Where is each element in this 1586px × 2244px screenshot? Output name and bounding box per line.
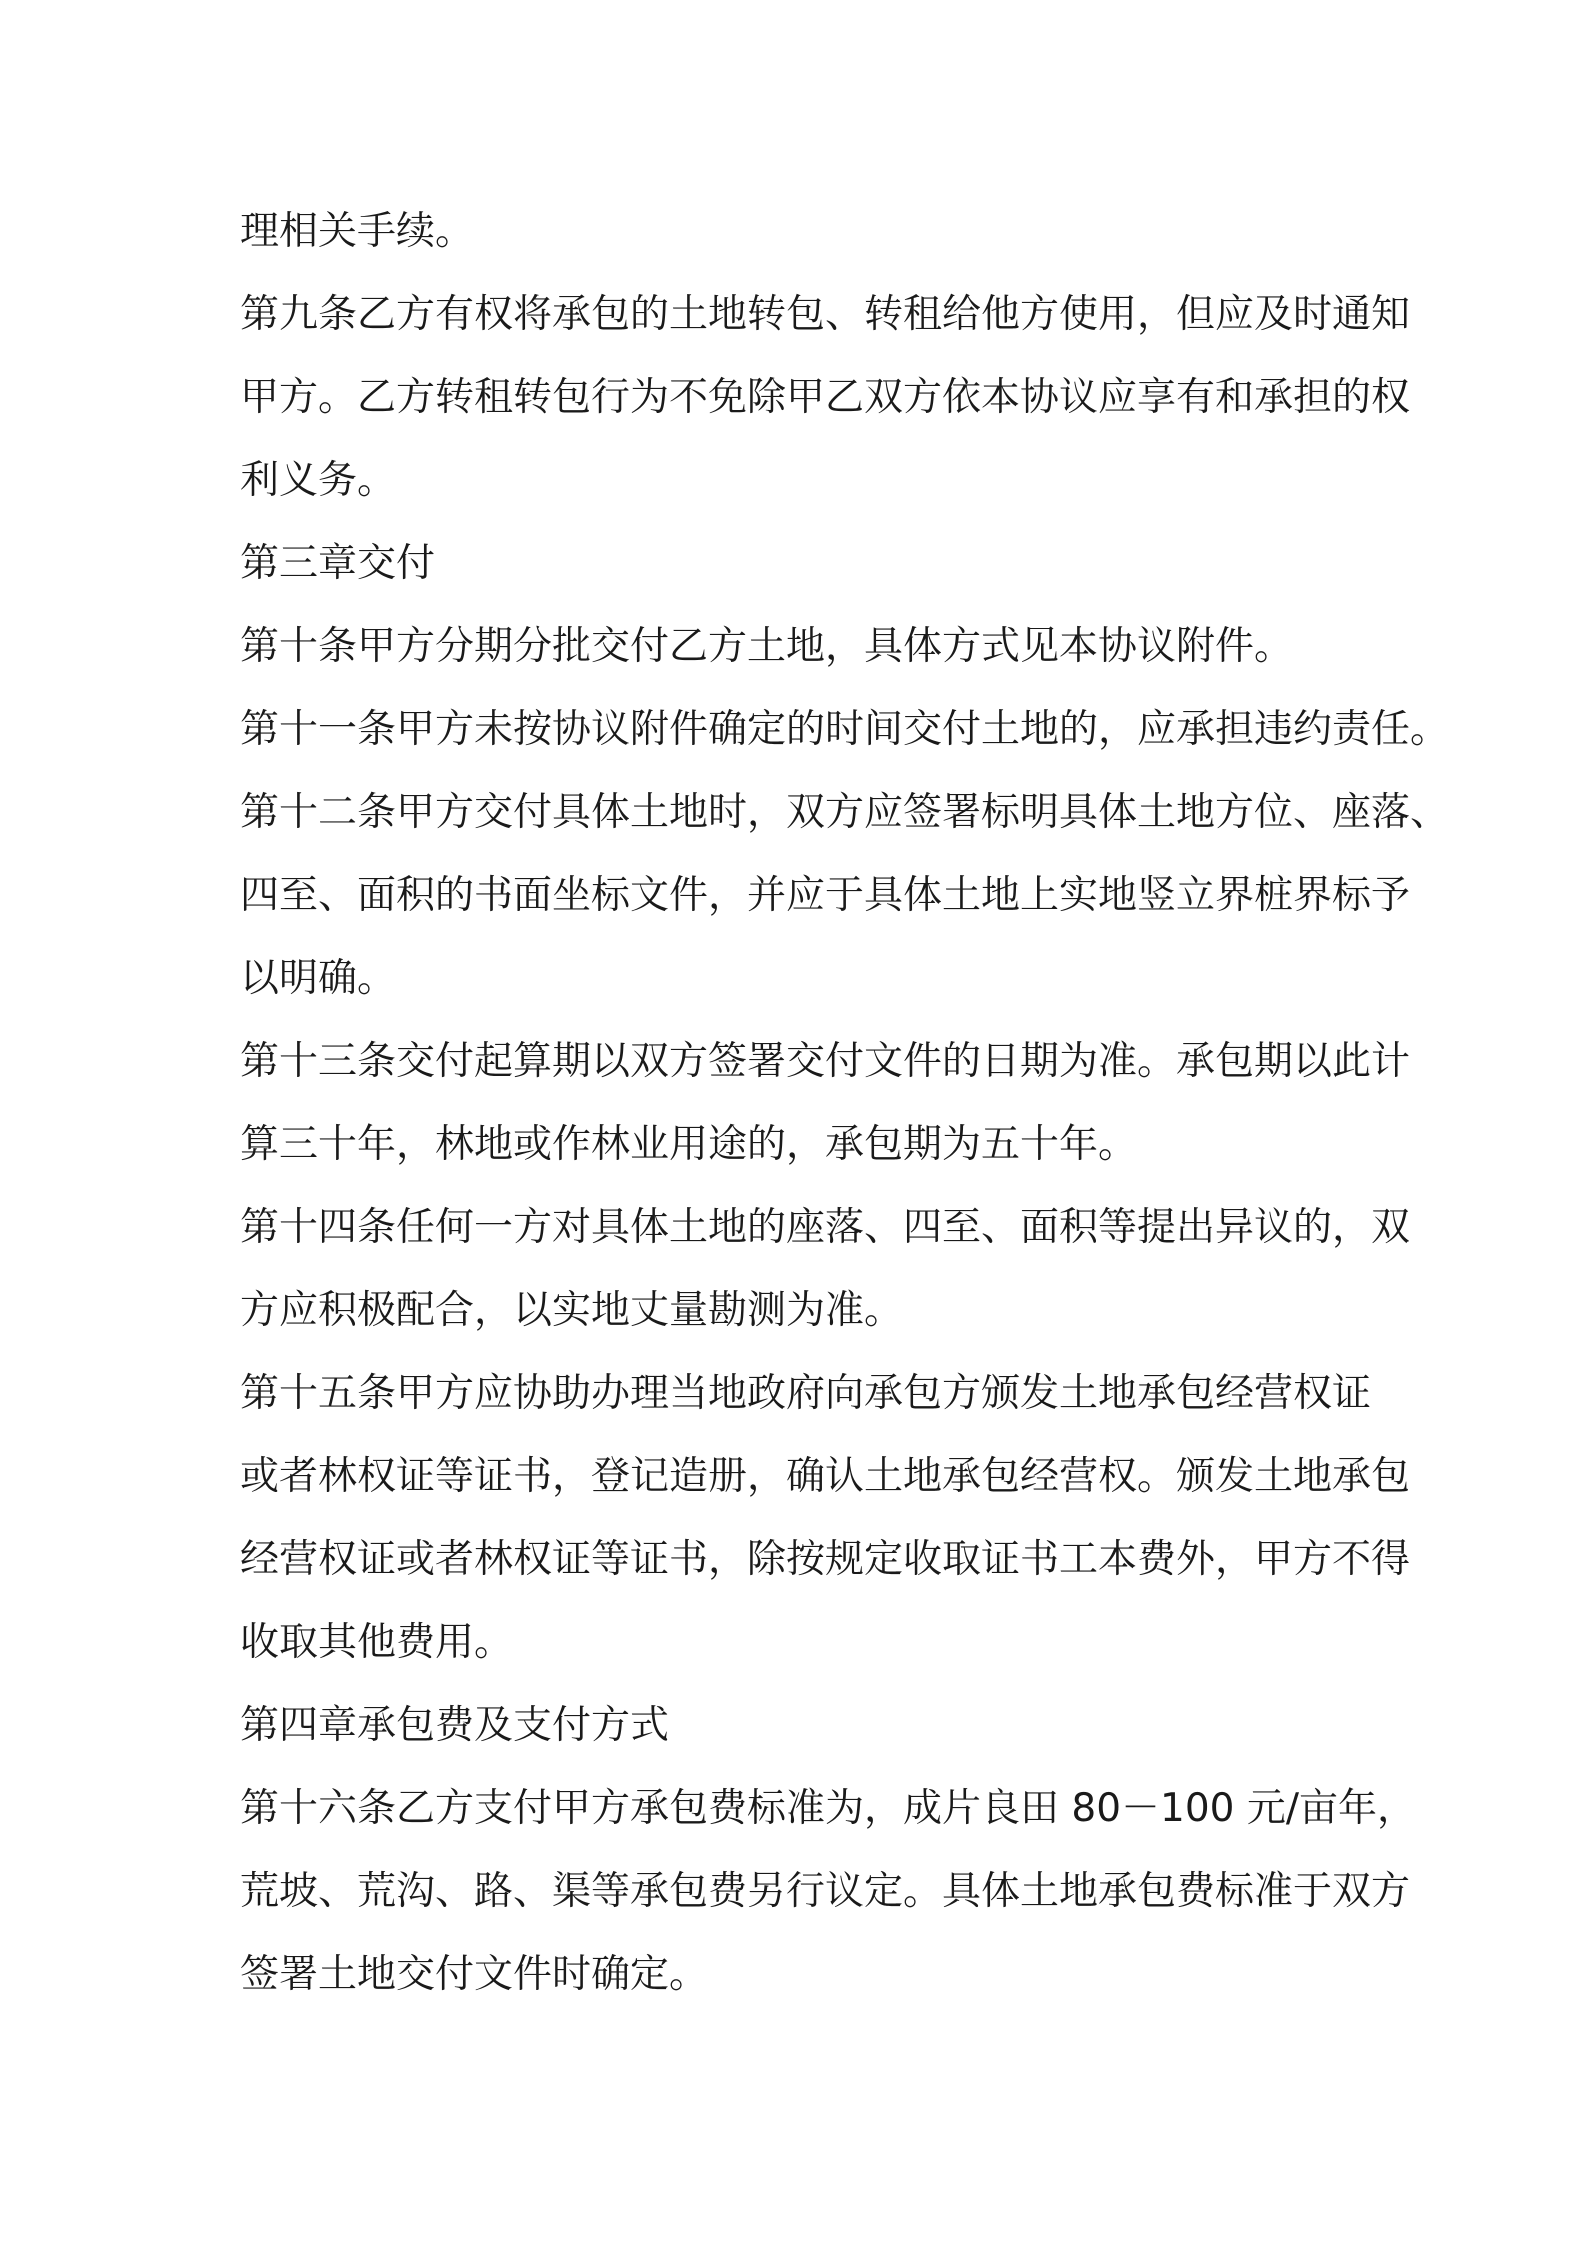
- text-line: 第十一条甲方未按协议附件确定的时间交付土地的，应承担违约责任。: [240, 707, 1450, 752]
- text-line: 签署土地交付文件时确定。: [240, 1952, 709, 1997]
- text-line: 荒坡、荒沟、路、渠等承包费另行议定。具体土地承包费标准于双方: [240, 1869, 1411, 1914]
- document-page: [240, 190, 1450, 2016]
- article-14: [240, 1186, 1411, 1352]
- text-line: 理相关手续。: [240, 209, 475, 254]
- chapter-heading: 第三章交付: [240, 541, 436, 586]
- article-16: [240, 1767, 1416, 2016]
- chapter-3-heading: [240, 522, 1380, 605]
- text-line: 方应积极配合，以实地丈量勘测为准。: [240, 1288, 904, 1333]
- article-10: [240, 605, 1380, 688]
- text-line: 甲方。乙方转租转包行为不免除甲乙双方依本协议应享有和承担的权: [240, 375, 1411, 420]
- article-15: [240, 1352, 1411, 1684]
- article-12: [240, 771, 1450, 1020]
- text-line: 算三十年，林地或作林业用途的，承包期为五十年。: [240, 1122, 1138, 1167]
- text-line: 第十二条甲方交付具体土地时，双方应签署标明具体土地方位、座落、: [240, 790, 1450, 835]
- paragraph-procedures: [240, 190, 1380, 273]
- text-line: 经营权证或者林权证等证书，除按规定收取证书工本费外，甲方不得: [240, 1537, 1411, 1582]
- chapter-heading: 第四章承包费及支付方式: [240, 1703, 670, 1748]
- text-line: 第十四条任何一方对具体土地的座落、四至、面积等提出异议的，双: [240, 1205, 1411, 1250]
- article-11: [240, 688, 1450, 771]
- text-line: 以明确。: [240, 956, 397, 1001]
- text-line: 第十条甲方分期分批交付乙方土地，具体方式见本协议附件。: [240, 624, 1294, 669]
- text-line: 利义务。: [240, 458, 397, 503]
- article-13: [240, 1020, 1411, 1186]
- text-line: 第十三条交付起算期以双方签署交付文件的日期为准。承包期以此计: [240, 1039, 1411, 1084]
- chapter-4-heading: [240, 1684, 1380, 1767]
- text-line: 第十五条甲方应协助办理当地政府向承包方颁发土地承包经营权证: [240, 1371, 1372, 1416]
- article-9: [240, 273, 1411, 522]
- text-line: 或者林权证等证书，登记造册，确认土地承包经营权。颁发土地承包: [240, 1454, 1411, 1499]
- text-line: 第九条乙方有权将承包的土地转包、转租给他方使用，但应及时通知: [240, 292, 1411, 337]
- text-line: 收取其他费用。: [240, 1620, 514, 1665]
- text-line: 第十六条乙方支付甲方承包费标准为，成片良田 80－100 元/亩年，: [240, 1786, 1416, 1831]
- text-line: 四至、面积的书面坐标文件，并应于具体土地上实地竖立界桩界标予: [240, 873, 1411, 918]
